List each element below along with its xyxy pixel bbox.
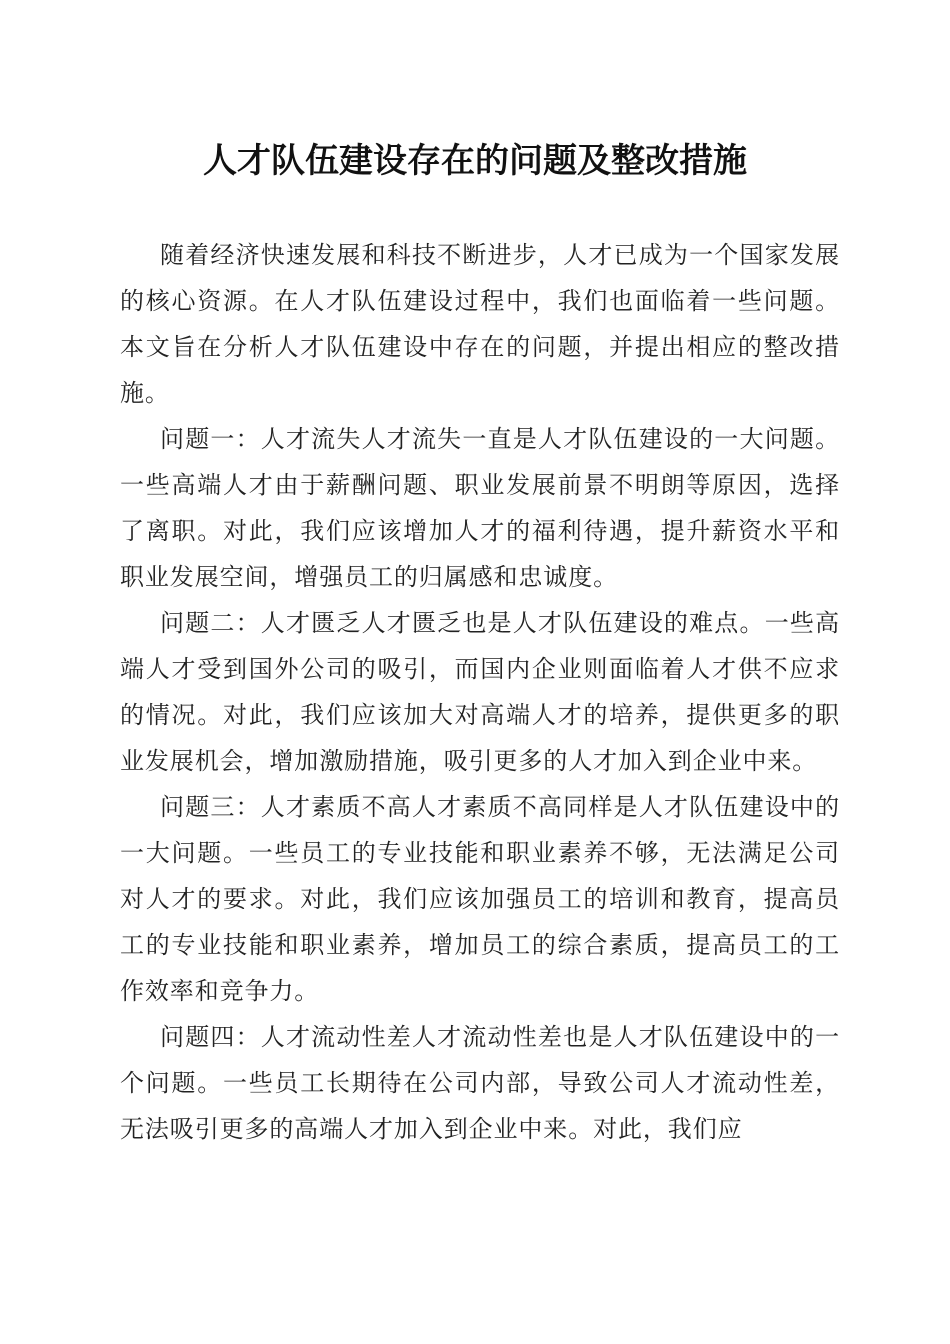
document-body <box>120 232 840 1152</box>
document-title: 人才队伍建设存在的问题及整改措施 <box>203 141 747 181</box>
paragraph-problem-2: 问题二：人才匮乏人才匮乏也是人才队伍建设的难点。一些高端人才受到国外公司的吸引，而国内企业则面临着人才供不应求的情况。对此，我们应该加大对高端人才的培养，提供更多的职业发展机会，增加激励措施，吸引更多的人才加入到企业中来。 <box>120 609 840 775</box>
paragraph-intro: 随着经济快速发展和科技不断进步，人才已成为一个国家发展的核心资源。在人才队伍建设过程中，我们也面临着一些问题。本文旨在分析人才队伍建设中存在的问题，并提出相应的整改措施。 <box>120 241 840 407</box>
paragraph-problem-1: 问题一：人才流失人才流失一直是人才队伍建设的一大问题。一些高端人才由于薪酬问题、职业发展前景不明朗等原因，选择了离职。对此，我们应该增加人才的福利待遇，提升薪资水平和职业发展空间，增强员工的归属感和忠诚度。 <box>120 425 840 591</box>
paragraph-problem-3: 问题三：人才素质不高人才素质不高同样是人才队伍建设中的一大问题。一些员工的专业技能和职业素养不够，无法满足公司对人才的要求。对此，我们应该加强员工的培训和教育，提高员工的专业技能和职业素养，增加员工的综合素质，提高员工的工作效率和竞争力。 <box>120 793 840 1005</box>
paragraph-problem-4: 问题四：人才流动性差人才流动性差也是人才队伍建设中的一个问题。一些员工长期待在公司内部，导致公司人才流动性差，无法吸引更多的高端人才加入到企业中来。对此，我们应 <box>120 1023 840 1143</box>
